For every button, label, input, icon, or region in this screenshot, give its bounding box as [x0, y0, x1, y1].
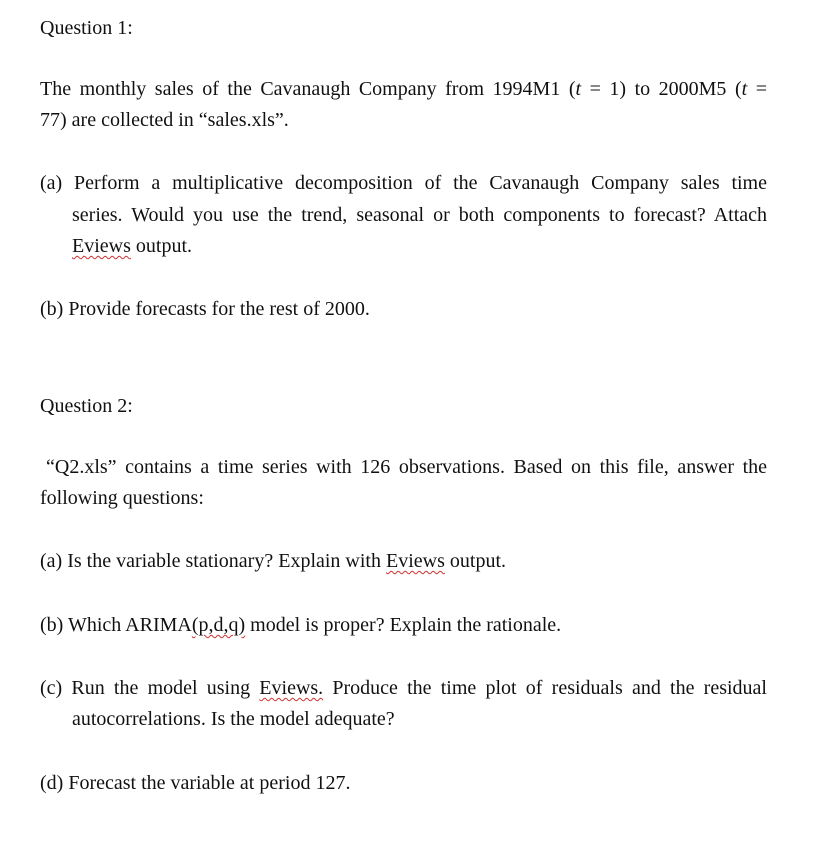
question-2b-line-1 — [40, 613, 561, 637]
question-1-heading: Question 1: — [40, 17, 133, 39]
intro-text: = 1) to 2000M5 ( — [581, 78, 742, 100]
question-1b-line-1: (b) Provide forecasts for the rest of 2000. — [40, 298, 370, 320]
question-1-intro-line-1 — [40, 77, 767, 101]
spellcheck-word: Eviews. — [259, 677, 324, 699]
question-2a-line-1 — [40, 549, 506, 573]
question-text: output. — [444, 550, 507, 572]
question-1-intro-line-2: 77) are collected in “sales.xls”. — [40, 109, 289, 131]
spellcheck-word: Eviews — [72, 235, 131, 257]
variable-t: t — [741, 78, 748, 100]
intro-text: The monthly sales of the Cavanaugh Company from 1994M1 ( — [40, 78, 576, 100]
question-2c-line-2: autocorrelations. Is the model adequate? — [72, 708, 395, 730]
spellcheck-word: Eviews — [386, 550, 445, 572]
question-text: model is proper? Explain the rationale. — [245, 614, 562, 636]
question-2c-line-1 — [40, 676, 767, 700]
question-2d-line-1: (d) Forecast the variable at period 127. — [40, 772, 351, 794]
variable-t: t — [575, 78, 582, 100]
question-text: output. — [130, 235, 193, 257]
question-text: (a) Is the variable stationary? Explain with — [40, 550, 386, 572]
intro-text: = — [747, 78, 767, 100]
question-2-heading: Question 2: — [40, 395, 133, 417]
question-1a-line-2: series. Would you use the trend, seasonal or both components to forecast? Attach — [72, 204, 767, 226]
question-1a-line-3 — [72, 234, 192, 258]
question-text: Produce the time plot of residuals and the residual — [323, 677, 767, 699]
question-text: (b) Which ARIMA — [40, 614, 192, 636]
question-2-intro-line-1: “Q2.xls” contains a time series with 126 observations. Based on this file, answer the — [46, 456, 767, 478]
question-text: (c) Run the model using — [40, 677, 260, 699]
question-2-intro-line-2: following questions: — [40, 487, 204, 509]
question-1a-line-1: (a) Perform a multiplicative decomposition of the Cavanaugh Company sales time — [40, 172, 767, 194]
spellcheck-word: (p,d,q) — [191, 614, 246, 636]
